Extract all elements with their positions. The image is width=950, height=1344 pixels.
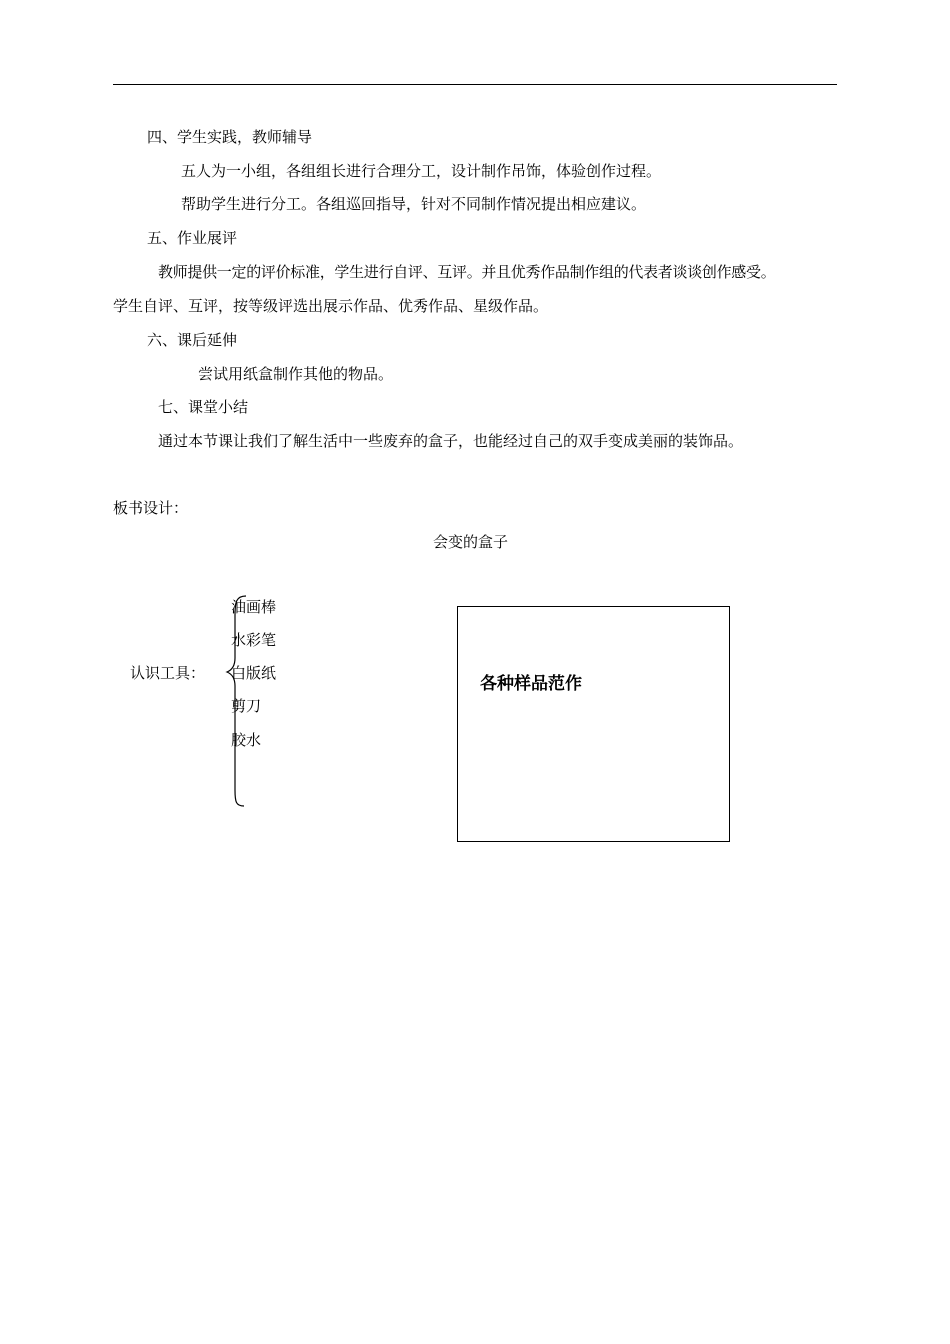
section-6-paragraph-1: 尝试用纸盒制作其他的物品。 bbox=[198, 365, 394, 383]
sample-works-box bbox=[457, 606, 730, 842]
tools-label: 认识工具： bbox=[130, 664, 206, 682]
section-4-paragraph-1: 五人为一小组，各组组长进行合理分工，设计制作吊饰，体验创作过程。 bbox=[181, 162, 662, 180]
section-7-paragraph-1: 通过本节课让我们了解生活中一些废弃的盒子，也能经过自己的双手变成美丽的装饰品。 bbox=[158, 432, 744, 450]
header-rule bbox=[113, 84, 837, 85]
section-4-paragraph-2: 帮助学生进行分工。各组巡回指导，针对不同制作情况提出相应建议。 bbox=[181, 195, 647, 213]
section-6-heading: 六、课后延伸 bbox=[147, 331, 238, 349]
section-4-heading: 四、学生实践，教师辅导 bbox=[147, 128, 313, 146]
section-5-paragraph-2: 学生自评、互评，按等级评选出展示作品、优秀作品、星级作品。 bbox=[113, 297, 549, 315]
section-7-heading: 七、课堂小结 bbox=[158, 398, 249, 416]
tool-item-5: 胶水 bbox=[231, 731, 262, 749]
tool-item-1: 油画棒 bbox=[231, 598, 277, 616]
section-5-heading: 五、作业展评 bbox=[147, 229, 238, 247]
tool-item-3: 白版纸 bbox=[231, 664, 277, 682]
board-design-label: 板书设计： bbox=[113, 499, 189, 517]
tool-item-4: 剪刀 bbox=[231, 697, 262, 715]
sample-works-label: 各种样品范作 bbox=[480, 674, 582, 694]
section-5-paragraph-1: 教师提供一定的评价标准，学生进行自评、互评。并且优秀作品制作组的代表者谈谈创作感受。 bbox=[158, 263, 776, 281]
board-title: 会变的盒子 bbox=[433, 533, 509, 551]
tool-item-2: 水彩笔 bbox=[231, 631, 277, 649]
